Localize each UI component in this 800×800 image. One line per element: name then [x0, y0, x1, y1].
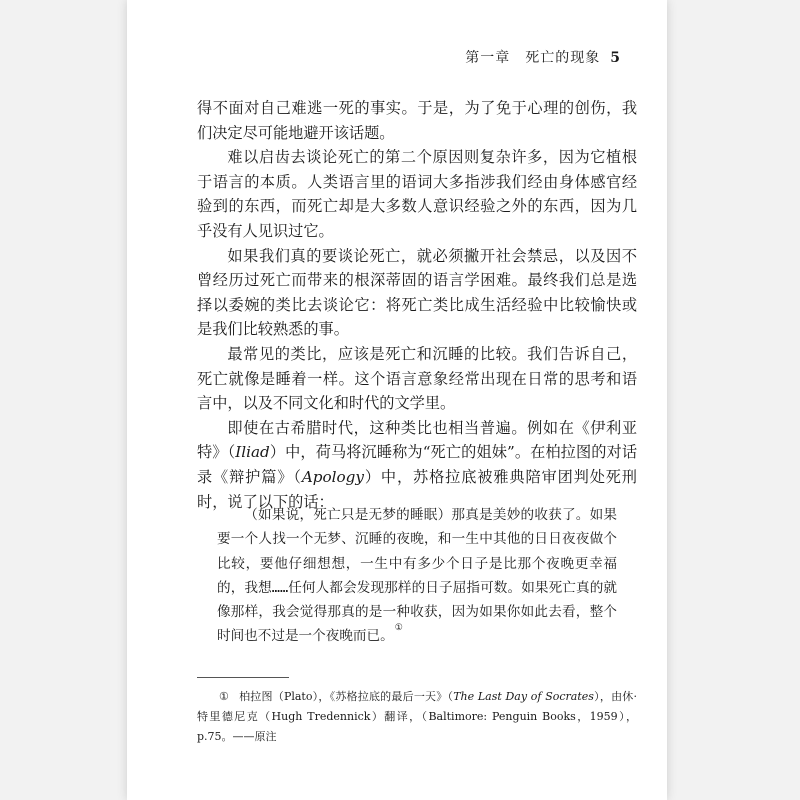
book-page [127, 0, 667, 800]
block-quote [217, 503, 617, 649]
footnote [197, 687, 637, 747]
iliad-title: Iliad [235, 443, 270, 462]
paragraph-1: 得不面对自己难逃一死的事实。于是，为了免于心理的创伤，我们决定尽可能地避开该话题。 [197, 99, 637, 142]
paragraph-5-part-3: ）中，苏格拉底被雅典陪审团判处死刑时，说了以下的话： [197, 467, 637, 511]
footnote-reference: ① [394, 623, 403, 634]
footnote-text-2: ），由休·特里德尼克（Hugh Tredennick）翻译，（Baltimore: Penguin Books，1959），p.75。——原注 [197, 690, 637, 743]
apology-title: Apology [301, 467, 364, 486]
page-number: 5 [610, 50, 621, 66]
footnote-divider [197, 677, 289, 678]
paragraph-5-part-2: ）中，荷马将沉睡称为“死亡的姐妹”。在柏拉图的对话录《辩护篇》（ [197, 443, 638, 486]
paragraph-2: 难以启齿去谈论死亡的第二个原因则复杂许多，因为它植根于语言的本质。人类语言里的语词大多指涉我们经由身体感官经验到的东西，而死亡却是大多数人意识经验之外的东西，因为几乎没有人见识过它。 [197, 148, 637, 240]
paragraph-5-part-1: 即使在古希腊时代，这种类比也相当普遍。例如在《伊利亚特》（ [197, 418, 637, 462]
chapter-title: 第一章 死亡的现象 [465, 50, 601, 66]
main-text [197, 96, 637, 514]
running-header [465, 47, 621, 67]
footnote-mark: ① [219, 690, 230, 703]
quote-text: （如果说，死亡只是无梦的睡眠）那真是美妙的收获了。如果要一个人找一个无梦、沉睡的夜晚，和一生中其他的日日夜夜做个比较，要他仔细想想，一生中有多少个日子是比那个夜晚更幸福的，我想……任何人都会发现那样的日子屈指可数。如果死亡真的就像那样，我会觉得那真的是一种收获，因为如果你如此去看，整个时间也不过是一个夜晚而已。 [217, 507, 617, 645]
footnote-book-title: The Last Day of Socrates [453, 690, 594, 703]
paragraph-4: 最常见的类比，应该是死亡和沉睡的比较。我们告诉自己，死亡就像是睡着一样。这个语言意象经常出现在日常的思考和语言中，以及不同文化和时代的文学里。 [197, 344, 637, 413]
paragraph-5 [197, 416, 637, 514]
paragraph-3: 如果我们真的要谈论死亡，就必须撇开社会禁忌，以及因不曾经历过死亡而带来的根深蒂固的语言学困难。最终我们总是选择以委婉的类比去谈论它：将死亡类比成生活经验中比较愉快或是我们比较熟悉的事。 [197, 246, 637, 339]
footnote-text-1: 柏拉图（Plato），《苏格拉底的最后一天》（ [239, 690, 454, 703]
